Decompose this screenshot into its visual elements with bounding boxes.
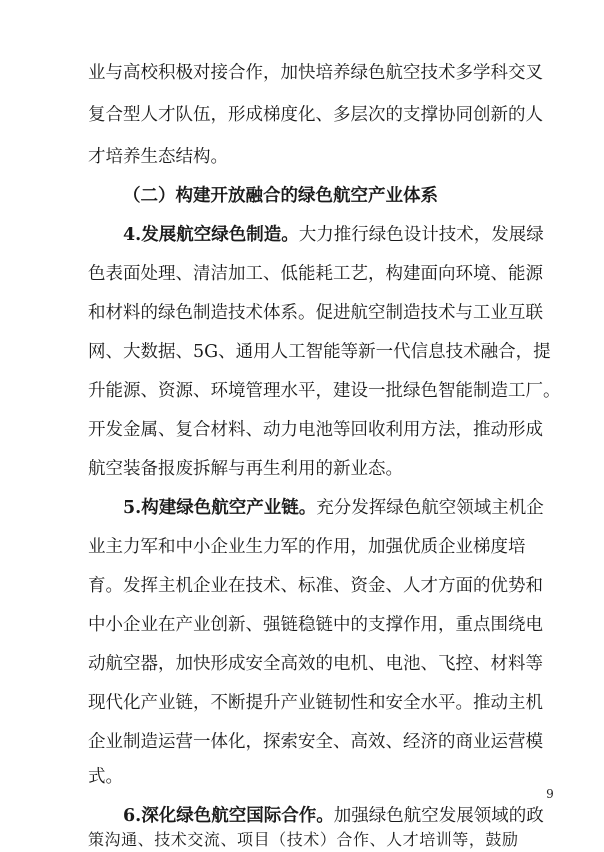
item5-line-1 <box>123 493 544 523</box>
item5-line-5: 动航空器，加快形成安全高效的电机、电池、飞控、材料等 <box>88 654 543 674</box>
item4-line-2: 色表面处理、清洁加工、低能耗工艺，构建面向环境、能源 <box>88 264 543 284</box>
item5-line-8: 式。 <box>88 767 123 787</box>
item5-line-2: 业主力军和中小企业生力军的作用，加强优质企业梯度培 <box>88 537 526 557</box>
item4-line-3: 和材料的绿色制造技术体系。促进航空制造技术与工业互联 <box>88 303 543 323</box>
item6-line-1 <box>123 801 544 831</box>
item4-line-5: 升能源、资源、环境管理水平，建设一批绿色智能制造工厂。 <box>88 381 561 401</box>
item5-line-1-text: 充分发挥绿色航空领域主机企 <box>316 498 544 518</box>
item5-line-4: 中小企业在产业创新、强链稳链中的支撑作用，重点围绕电 <box>88 615 543 635</box>
item4-line-1 <box>123 220 544 250</box>
item6-line-2: 策沟通、技术交流、项目（技术）合作、人才培训等，鼓励 <box>88 830 518 849</box>
item4-line-4: 网、大数据、5G、通用人工智能等新一代信息技术融合，提 <box>88 342 551 362</box>
item6-title: 6.深化绿色航空国际合作。 <box>123 806 334 826</box>
item4-line-6: 开发金属、复合材料、动力电池等回收利用方法，推动形成 <box>88 420 543 440</box>
item5-line-7: 企业制造运营一体化，探索安全、高效、经济的商业运营模 <box>88 732 543 752</box>
intro-line-2: 复合型人才队伍，形成梯度化、多层次的支撑协同创新的人 <box>88 105 543 125</box>
section-heading: （二）构建开放融合的绿色航空产业体系 <box>123 186 438 206</box>
item4-line-7: 航空装备报废拆解与再生利用的新业态。 <box>88 459 403 479</box>
item5-line-6: 现代化产业链，不断提升产业链韧性和安全水平。推动主机 <box>88 693 543 713</box>
item5-line-3: 育。发挥主机企业在技术、标准、资金、人才方面的优势和 <box>88 576 543 596</box>
item4-line-1-text: 大力推行绿色设计技术，发展绿 <box>298 225 544 245</box>
item5-title: 5.构建绿色航空产业链。 <box>123 498 317 518</box>
intro-line-3: 才培养生态结构。 <box>88 147 228 167</box>
page-number: 9 <box>546 787 554 801</box>
item6-line-1-text: 加强绿色航空发展领域的政 <box>333 806 544 826</box>
intro-line-1: 业与高校积极对接合作，加快培养绿色航空技术多学科交叉 <box>88 63 543 83</box>
item4-title: 4.发展航空绿色制造。 <box>123 225 299 245</box>
